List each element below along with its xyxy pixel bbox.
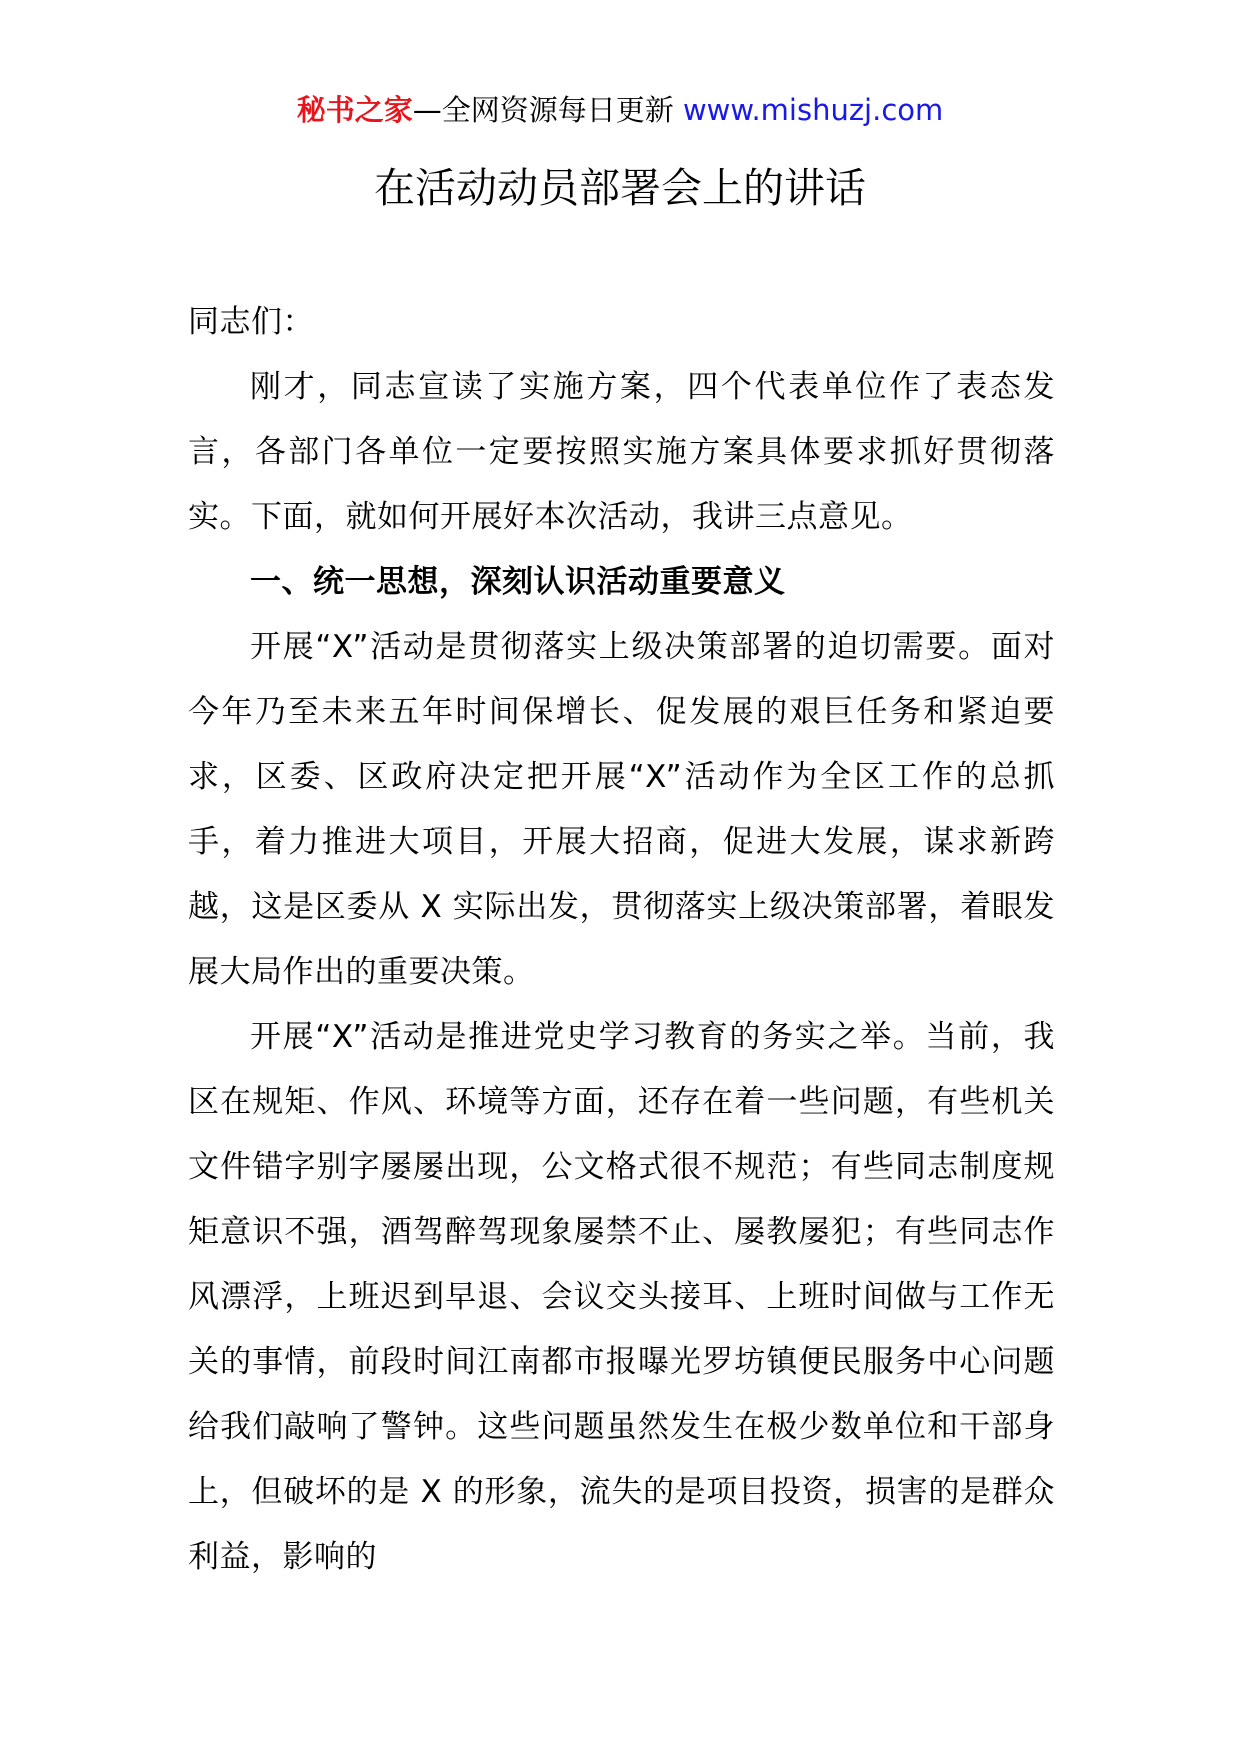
site-tagline: —全网资源每日更新 (412, 93, 683, 127)
site-brand: 秘书之家 (296, 93, 413, 127)
paragraph-1: 开展“X”活动是贯彻落实上级决策部署的迫切需要。面对今年乃至未来五年时间保增长、促发展的艰巨任务和紧迫要求，区委、区政府决定把开展“X”活动作为全区工作的总抓手，着力推进大项目，开展大招商，促进大发展，谋求新跨越，这是区委从 X 实际出发，贯彻落实上级决策部署，着眼发展大局作出的重要决策。 (188, 629, 1055, 990)
document-title: 在活动动员部署会上的讲话 (374, 164, 866, 212)
salutation: 同志们： (188, 304, 314, 340)
site-header (0, 88, 1240, 132)
paragraph-intro: 刚才，同志宣读了实施方案，四个代表单位作了表态发言，各部门各单位一定要按照实施方案具体要求抓好贯彻落实。下面，就如何开展好本次活动，我讲三点意见。 (188, 369, 1055, 535)
paragraph-2: 开展“X”活动是推进党史学习教育的务实之举。当前，我区在规矩、作风、环境等方面，还存在着一些问题，有些机关文件错字别字屡屡出现，公文格式很不规范；有些同志制度规矩意识不强，酒驾醉驾现象屡禁不止、屡教屡犯；有些同志作风漂浮，上班迟到早退、会议交头接耳、上班时间做与工作无关的事情，前段时间江南都市报曝光罗坊镇便民服务中心问题给我们敲响了警钟。这些问题虽然发生在极少数单位和干部身上，但破坏的是 X 的形象，流失的是项目投资，损害的是群众利益，影响的 (188, 1019, 1055, 1575)
site-url-link[interactable]: www.mishuzj.com (682, 93, 944, 127)
document-body (188, 290, 1055, 1590)
section-heading-1: 一、统一思想，深刻认识活动重要意义 (250, 564, 786, 600)
